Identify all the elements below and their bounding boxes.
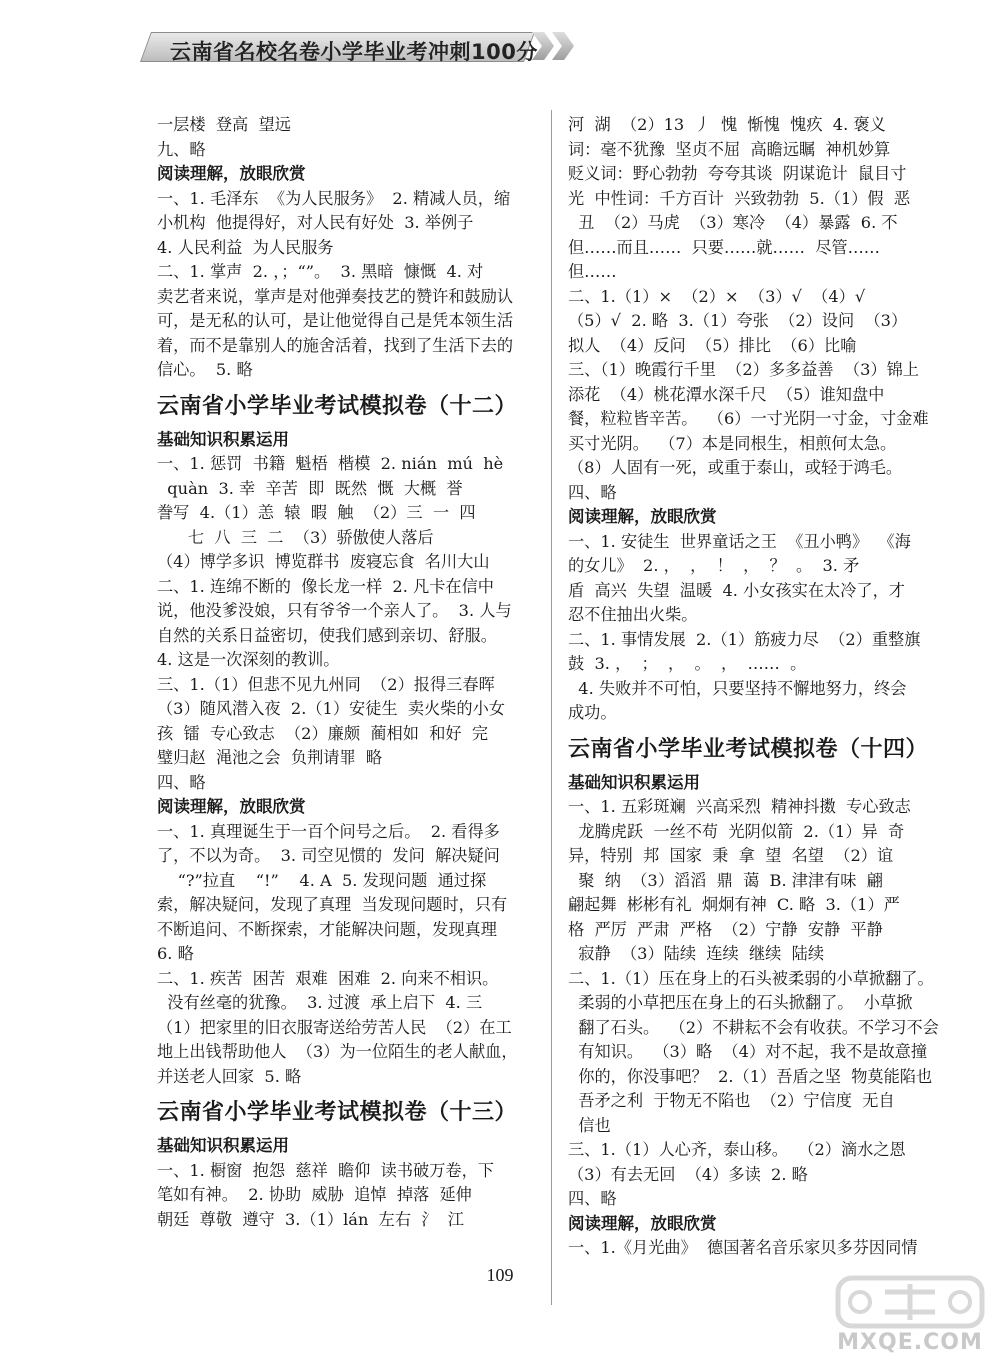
answer-line: 并送老人回家 5. 略 bbox=[157, 1066, 302, 1086]
answer-line: 地上出钱帮助他人 （3）为一位陌生的老人献血， bbox=[157, 1042, 518, 1061]
answer-line: 璧归赵 渑池之会 负荆请罪 略 bbox=[157, 748, 383, 767]
answer-line: 拟人 （4）反问 （5）排比 （6）比喻 bbox=[568, 335, 857, 355]
answer-line: 词：毫不犹豫 坚贞不屈 高瞻远瞩 神机妙算 bbox=[568, 139, 891, 159]
answer-line: 孩 镭 专心致志 （2）廉颇 蔺相如 和好 完 bbox=[157, 723, 489, 743]
section-heading: 阅读理解，放眼欣赏 bbox=[568, 1213, 717, 1233]
answer-line: 丑 （2）马虎 （3）寒冷 （4）暴露 6. 不 bbox=[568, 213, 898, 232]
answer-line: 河 湖 （2）13 丿 愧 惭愧 愧疚 4. 褒义 bbox=[568, 115, 886, 134]
section-heading: 基础知识积累运用 bbox=[157, 1136, 289, 1155]
column-divider bbox=[551, 110, 552, 1305]
answer-line: 小机构 他提得好，对人民有好处 3. 举例子 bbox=[157, 213, 474, 232]
answer-line: 一、1.《月光曲》 德国著名音乐家贝多芬因同情 bbox=[568, 1238, 918, 1257]
answer-line: 没有丝毫的犹豫。 3. 过渡 承上启下 4. 三 bbox=[157, 993, 483, 1012]
answer-line: 鼓 3. ， ； ， 。 ， …… 。 bbox=[568, 654, 807, 673]
exam-title: 云南省小学毕业考试模拟卷（十二） bbox=[157, 393, 518, 419]
answer-line: 信也 bbox=[568, 1115, 611, 1135]
series-title: 云南省名校名卷小学毕业考冲刺100分 bbox=[170, 40, 538, 64]
chevron-right-icon bbox=[552, 32, 574, 60]
answer-line: 一、1. 惩罚 书籍 魁梧 楷模 2. nián mú hè bbox=[157, 454, 504, 473]
answer-line: 卖艺者来说，掌声是对他弹奏技艺的赞许和鼓励认 bbox=[157, 286, 514, 306]
answer-line: 有知识。 （3）略 （4）对不起，我不是故意撞 bbox=[568, 1042, 928, 1061]
answer-line: 可，是无私的认可，是让他觉得自己是凭本领生活 bbox=[157, 311, 514, 330]
answer-line: 朝廷 尊敬 遵守 3.（1）lán 左右 氵 江 bbox=[157, 1209, 464, 1229]
section-heading: 阅读理解，放眼欣赏 bbox=[157, 164, 306, 183]
answer-line: 餐，粒粒皆辛苦。 （6）一寸光阴一寸金，寸金难 bbox=[568, 409, 929, 428]
answer-line: 不断追问、不断探索，才能解决问题，发现真理 bbox=[157, 919, 497, 939]
answer-line: 九、略 bbox=[157, 139, 206, 159]
answer-line: 4. 失败并不可怕，只要坚持不懈地努力，终会 bbox=[568, 678, 907, 698]
answer-line: 聚 纳 （3）滔滔 鼎 蔼 B. 津津有味 翩 bbox=[568, 870, 883, 890]
answer-line: 的女儿》 2. ， ， ！ ， ？ 。 3. 矛 bbox=[568, 556, 860, 575]
answer-line: 4. 这是一次深刻的教训。 bbox=[157, 650, 340, 669]
answer-line: 二、1. 疾苦 困苦 艰难 困难 2. 向来不相识。 bbox=[157, 968, 499, 988]
answer-line: quàn 3. 幸 辛苦 即 既然 慨 大概 誉 bbox=[157, 478, 463, 498]
answer-line: 二、1. 掌声 2. ，；“”。 3. 黑暗 慷慨 4. 对 bbox=[157, 262, 484, 281]
answer-line: 说，他没爹没娘，只有爷爷一个亲人了。 3. 人与 bbox=[157, 601, 512, 620]
answer-line: 龙腾虎跃 一丝不苟 光阴似箭 2.（1）异 奇 bbox=[568, 821, 905, 841]
exam-title: 云南省小学毕业考试模拟卷（十三） bbox=[157, 1100, 518, 1125]
answer-line: 盾 高兴 失望 温暖 4. 小女孩实在太冷了，才 bbox=[568, 580, 905, 600]
answer-line: 买寸光阴。 （7）本是同根生，相煎何太急。 bbox=[568, 433, 897, 453]
answer-line: 格 严厉 严肃 严格 （2）宁静 安静 平静 bbox=[568, 919, 883, 939]
answer-line: （4）博学多识 博览群书 废寝忘食 名川大山 bbox=[157, 552, 490, 571]
answer-line: 一、1. 安徒生 世界童话之王 《丑小鸭》 《海 bbox=[568, 531, 911, 551]
answer-line: 4. 人民利益 为人民服务 bbox=[157, 237, 334, 257]
answer-line: 但……而且…… 只要……就…… 尽管…… bbox=[568, 237, 880, 257]
section-heading: 基础知识积累运用 bbox=[568, 772, 700, 792]
answer-line: （1）把家里的旧衣服寄送给劳苦人民 （2）在工 bbox=[157, 1017, 512, 1037]
answer-line: 四、略 bbox=[568, 1189, 617, 1208]
answer-line: 但…… bbox=[568, 262, 617, 281]
answer-line: 吾矛之利 于物无不陷也 （2）宁信度 无自 bbox=[568, 1091, 895, 1110]
answer-line: 着，而不是靠别人的施舍活着，找到了生活下去的 bbox=[157, 335, 514, 355]
section-heading: 阅读理解，放眼欣赏 bbox=[568, 507, 717, 526]
answer-line: 三、1.（1）人心齐，泰山移。 （2）滴水之恩 bbox=[568, 1140, 906, 1159]
answer-line: 二、1. 事情发展 2.（1）筋疲力尽 （2）重整旗 bbox=[568, 629, 921, 649]
watermark-site-text: MXQE.COM bbox=[837, 1330, 983, 1355]
answer-line: 三、（1）晚霞行千里 （2）多多益善 （3）锦上 bbox=[568, 360, 919, 379]
answer-line: 一层楼 登高 望远 bbox=[157, 115, 291, 134]
answer-line: 四、略 bbox=[157, 772, 206, 792]
exam-title: 云南省小学毕业考试模拟卷（十四） bbox=[568, 736, 929, 762]
answer-line: 添花 （4）桃花潭水深千尺 （5）谁知盘中 bbox=[568, 384, 885, 404]
answer-line: 贬义词：野心勃勃 夸夸其谈 阴谋诡计 鼠目寸 bbox=[568, 164, 907, 183]
answer-line: 翻了石头。 （2）不耕耘不会有收获。不学习不会 bbox=[568, 1017, 939, 1037]
answer-line: 四、略 bbox=[568, 482, 617, 502]
answer-line: “?”拉直 “!” 4. A 5. 发现问题 通过探 bbox=[157, 870, 487, 890]
answer-line: 二、1. 连绵不断的 像长龙一样 2. 凡卡在信中 bbox=[157, 576, 494, 596]
watermark-logo bbox=[830, 1272, 990, 1360]
answer-line: （8）人固有一死，或重于泰山，或轻于鸿毛。 bbox=[568, 458, 903, 477]
answer-line: 誊写 4.（1）恙 辕 暇 触 （2）三 一 四 bbox=[157, 503, 476, 522]
answer-line: 一、1. 橱窗 抱怨 慈祥 瞻仰 读书破万卷，下 bbox=[157, 1160, 494, 1180]
page-number: 109 bbox=[486, 1265, 514, 1285]
answer-line: 七 八 三 二 （3）骄傲使人落后 bbox=[157, 527, 434, 547]
answer-line: 寂静 （3）陆续 连续 继续 陆续 bbox=[568, 944, 825, 963]
answer-line: （3）有去无回 （4）多读 2. 略 bbox=[568, 1164, 808, 1184]
section-heading: 基础知识积累运用 bbox=[157, 429, 289, 449]
right-column bbox=[568, 113, 944, 1261]
answer-line: 信心。 5. 略 bbox=[157, 360, 253, 379]
answer-line: 一、1. 真理诞生于一百个问号之后。 2. 看得多 bbox=[157, 821, 500, 841]
answer-line: 一、1. 五彩斑斓 兴高采烈 精神抖擞 专心致志 bbox=[568, 797, 911, 816]
header-banner bbox=[140, 28, 585, 64]
answer-line: 索，解决疑问，发现了真理 当发现问题时，只有 bbox=[157, 895, 508, 914]
section-heading: 阅读理解，放眼欣赏 bbox=[157, 797, 306, 816]
answer-line: （5）√ 2. 略 3.（1）夸张 （2）设问 （3） bbox=[568, 311, 908, 330]
answer-line: 三、1.（1）但悲不见九州同 （2）报得三春晖 bbox=[157, 674, 495, 694]
answer-line: 二、1.（1）× （2）× （3）√ （4）√ bbox=[568, 286, 866, 306]
answer-line: 二、1.（1）压在身上的石头被柔弱的小草掀翻了。 bbox=[568, 968, 934, 988]
answer-line: 自然的关系日益密切，使我们感到亲切、舒服。 bbox=[157, 625, 497, 645]
answer-line: 笔如有神。 2. 协助 威胁 追悼 掉落 延伸 bbox=[157, 1185, 472, 1204]
answer-line: 光 中性词：千方百计 兴致勃勃 5.（1）假 恶 bbox=[568, 188, 911, 208]
answer-line: 柔弱的小草把压在身上的石头掀翻了。 小草掀 bbox=[568, 993, 913, 1012]
answer-line: 忍不住抽出火柴。 bbox=[568, 605, 698, 624]
answer-line: 你的，你没事吧？ 2.（1）吾盾之坚 物莫能陷也 bbox=[568, 1066, 933, 1086]
answer-line: 6. 略 bbox=[157, 944, 194, 963]
answer-line: （3）随风潜入夜 2.（1）安徒生 卖火柴的小女 bbox=[157, 699, 505, 718]
answer-line: 成功。 bbox=[568, 703, 617, 722]
answer-line: 一、1. 毛泽东 《为人民服务》 2. 精减人员，缩 bbox=[157, 188, 511, 208]
left-column bbox=[157, 113, 535, 1232]
answer-line: 翩起舞 彬彬有礼 炯炯有神 C. 略 3.（1）严 bbox=[568, 895, 900, 914]
answer-line: 异，特别 邦 国家 秉 拿 望 名望 （2）谊 bbox=[568, 846, 894, 865]
watermark-logo-icon bbox=[830, 1272, 990, 1332]
answer-line: 了，不以为奇。 3. 司空见惯的 发问 解决疑问 bbox=[157, 846, 500, 865]
